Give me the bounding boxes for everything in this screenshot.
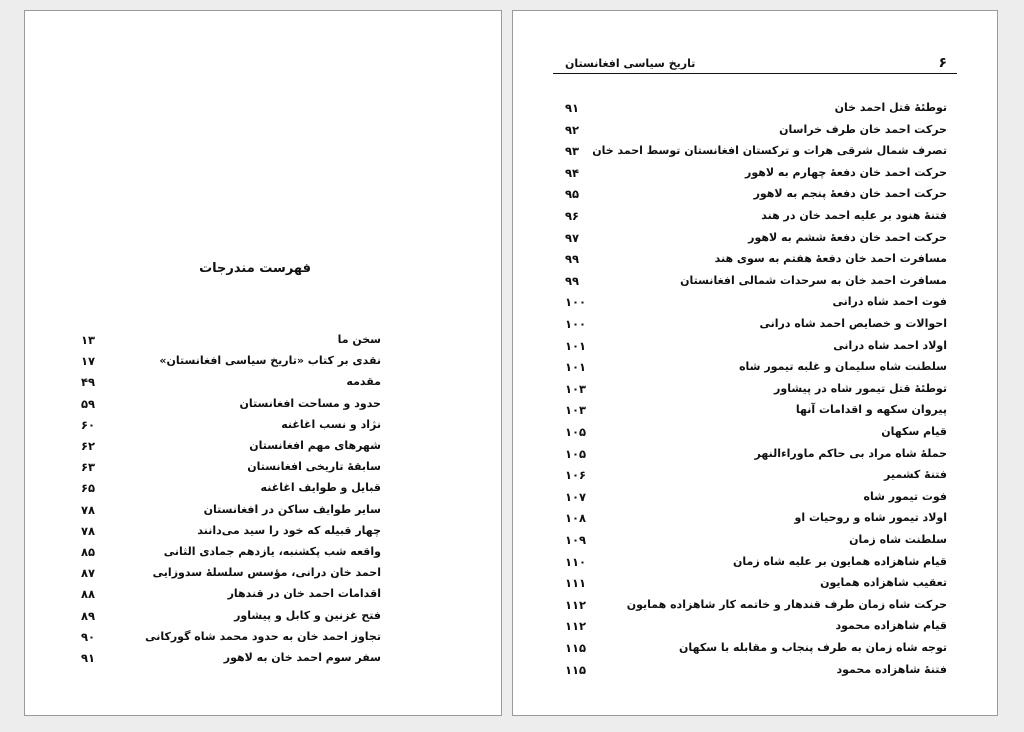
- toc-entry-label: اقدامات احمد خان در قندهار: [227, 587, 381, 601]
- toc-title: فهرست مندرجات: [199, 261, 311, 276]
- toc-entry-label: توطئهٔ قتل احمد خان: [834, 101, 947, 114]
- toc-entry-label: فتنهٔ شاهزاده محمود: [836, 662, 947, 676]
- toc-row: [513, 572, 997, 594]
- toc-page-number: ۶۲: [81, 439, 96, 453]
- toc-page-number: ۸۷: [81, 566, 96, 581]
- toc-row: [513, 162, 997, 184]
- toc-row: [513, 378, 997, 400]
- toc-page-number: ۱۱۵: [565, 641, 587, 655]
- toc-row: [25, 647, 501, 669]
- toc-entry-label: حرکت شاه زمان طرف قندهار و خاتمه کار شاهزاده همایون: [626, 597, 947, 611]
- toc-entry-label: حرکت احمد خان دفعهٔ چهارم به لاهور: [745, 165, 947, 179]
- toc-page-number: ۱۰۶: [565, 468, 587, 483]
- toc-entry-label: قیام سکهان: [881, 425, 947, 438]
- toc-page-number: ۹۱: [565, 101, 580, 115]
- toc-entry-label: تعقیب شاهزاده همایون: [820, 576, 947, 590]
- toc-page-number: ۹۴: [565, 165, 580, 180]
- toc-row: [25, 477, 501, 499]
- toc-row: [513, 464, 997, 486]
- toc-entry-label: نژاد و نسب اغاغنه: [281, 417, 381, 431]
- toc-page-number: ۱۱۵: [565, 662, 587, 677]
- toc-row: [513, 97, 997, 119]
- toc-page-number: ۱۱۰: [565, 554, 587, 569]
- toc-page-number: ۷۸: [81, 502, 96, 517]
- toc-entry-label: مقدمه: [346, 375, 381, 389]
- toc-row: [513, 335, 997, 357]
- toc-row: [513, 594, 997, 616]
- toc-entry-label: فوت احمد شاه درانی: [832, 295, 947, 309]
- toc-row: [513, 486, 997, 508]
- toc-entry-label: فوت تیمور شاه: [863, 489, 947, 503]
- toc-page-number: ۶۰: [81, 417, 96, 432]
- toc-entry-label: مسافرت احمد خان به سرحدات شمالی افغانستان: [680, 273, 947, 287]
- toc-row: [513, 399, 997, 421]
- toc-row: [513, 421, 997, 443]
- toc-row: [513, 615, 997, 637]
- toc-row: [513, 313, 997, 335]
- toc-page-number: ۹۵: [565, 187, 580, 202]
- toc-row: [25, 626, 501, 648]
- toc-page-number: ۵۹: [81, 396, 96, 411]
- toc-page-number: ۸۹: [81, 608, 96, 623]
- toc-row: [25, 371, 501, 393]
- toc-entry-label: سخن ما: [337, 333, 381, 346]
- toc-page-number: ۱۰۵: [565, 446, 587, 461]
- toc-page-number: ۹۹: [565, 252, 580, 267]
- toc-entry-label: واقعه شب پکشنبه، یازدهم جمادی الثانی: [163, 545, 381, 558]
- toc-entry-label: فتنهٔ کشمیر: [884, 468, 947, 482]
- toc-page-number: ۹۷: [565, 230, 580, 245]
- toc-page-number: ۹۱: [81, 651, 96, 665]
- toc-entry-label: احوالات و خصایص احمد شاه درانی: [759, 317, 947, 330]
- toc-row: [25, 605, 501, 627]
- toc-entry-label: شهرهای مهم افغانستان: [249, 439, 381, 452]
- toc-row: [513, 248, 997, 270]
- toc-page-number: ۱۷: [81, 354, 96, 369]
- toc-page-number: ۷۸: [81, 523, 96, 538]
- toc-row: [25, 499, 501, 521]
- toc-entry-label: سابقهٔ تاریخی افغانستان: [247, 460, 381, 474]
- toc-page-number: ۱۱۱: [565, 576, 587, 591]
- toc-entry-label: تصرف شمال شرقی هرات و ترکستان افغانستان توسط احمد خان: [592, 144, 947, 158]
- toc-page-number: ۹۶: [565, 209, 580, 223]
- toc-page-number: ۱۰۱: [565, 360, 587, 375]
- header-rule: [553, 73, 957, 74]
- toc-page-number: ۶۵: [81, 481, 96, 496]
- toc-entry-label: فتنهٔ هنود بر علیه احمد خان در هند: [761, 209, 947, 222]
- toc-entry-label: حملهٔ شاه مراد بی حاکم ماوراءالنهر: [754, 446, 947, 460]
- toc-entry-label: اولاد تیمور شاه و روحیات او: [794, 511, 947, 525]
- toc-page-number: ۱۰۰: [565, 317, 587, 331]
- running-title: تاریخ سیاسی افغانستان: [565, 57, 696, 70]
- toc-entry-label: حرکت احمد خان دفعهٔ ششم به لاهور: [748, 230, 947, 244]
- toc-page-number: ۱۰۷: [565, 489, 587, 504]
- toc-entry-label: تجاوز احمد خان به حدود محمد شاه گورکانی: [145, 629, 381, 643]
- toc-page-number: ۱۱۲: [565, 619, 587, 634]
- page-number: ۶: [938, 55, 947, 71]
- toc-entry-label: توجه شاه زمان به طرف پنجاب و مقابله با سکهان: [679, 641, 947, 654]
- right-page: [512, 10, 998, 716]
- toc-row: [513, 291, 997, 313]
- toc-entry-label: اولاد احمد شاه درانی: [833, 338, 947, 352]
- toc-page-number: ۱۰۸: [565, 511, 587, 526]
- toc-row: [25, 393, 501, 415]
- toc-entry-label: فتح غزنین و کابل و پیشاور: [234, 608, 381, 622]
- toc-page-number: ۹۰: [81, 629, 96, 644]
- toc-page-number: ۱۳: [81, 333, 96, 347]
- toc-entry-label: مسافرت احمد خان دفعهٔ هفتم به سوی هند: [714, 252, 947, 266]
- left-page: [24, 10, 502, 716]
- toc-page-number: ۱۰۰: [565, 295, 587, 310]
- toc-entry-label: احمد خان درانی، مؤسس سلسلهٔ سدوزایی: [152, 566, 381, 580]
- toc-entry-label: حدود و مساحت افغانستان: [239, 396, 381, 410]
- toc-entry-label: سایر طوایف ساکن در افغانستان: [203, 502, 381, 516]
- toc-row: [513, 637, 997, 659]
- toc-row: [25, 456, 501, 478]
- toc-entry-label: حرکت احمد خان دفعهٔ پنجم به لاهور: [753, 187, 947, 201]
- toc-entry-label: حرکت احمد خان طرف خراسان: [779, 122, 947, 136]
- toc-row: [513, 183, 997, 205]
- toc-row: [25, 435, 501, 457]
- toc-entry-label: قیام شاهزاده همایون بر علیه شاه زمان: [733, 554, 947, 568]
- toc-entry-label: سلطنت شاه سلیمان و غلبه تیمور شاه: [739, 360, 947, 374]
- toc-page-number: ۹۳: [565, 144, 580, 159]
- toc-row: [513, 270, 997, 292]
- toc-entry-label: نقدی بر کتاب «تاریخ سیاسی افغانستان»: [159, 354, 381, 368]
- toc-row: [513, 227, 997, 249]
- toc-entry-label: قیام شاهزاده محمود: [835, 619, 947, 633]
- toc-page-number: ۱۰۳: [565, 381, 587, 396]
- toc-row: [513, 551, 997, 573]
- toc-page-number: ۹۹: [565, 273, 580, 288]
- toc-row: [25, 583, 501, 605]
- toc-row: [25, 350, 501, 372]
- toc-row: [513, 443, 997, 465]
- toc-row: [25, 562, 501, 584]
- toc-entry-label: قبایل و طوایف اغاغنه: [260, 481, 381, 495]
- toc-page-number: ۹۲: [565, 122, 580, 137]
- toc-row: [513, 529, 997, 551]
- toc-row: [513, 507, 997, 529]
- toc-page-number: ۱۱۲: [565, 597, 587, 612]
- toc-row: [513, 659, 997, 681]
- toc-row: [25, 414, 501, 436]
- toc-entry-label: سلطنت شاه زمان: [849, 533, 947, 546]
- toc-row: [513, 356, 997, 378]
- toc-row: [513, 140, 997, 162]
- toc-row: [513, 119, 997, 141]
- toc-page-number: ۶۳: [81, 460, 96, 475]
- toc-entry-label: توطئهٔ قتل تیمور شاه در پیشاور: [774, 381, 947, 395]
- toc-page-number: ۱۰۱: [565, 338, 587, 353]
- toc-row: [25, 541, 501, 563]
- toc-page-number: ۸۸: [81, 587, 96, 602]
- toc-entry-label: چهار قبیله که خود را سید می‌دانند: [197, 523, 381, 537]
- toc-page-number: ۱۰۵: [565, 425, 587, 439]
- toc-page-number: ۴۹: [81, 375, 96, 390]
- toc-entry-label: پیروان سکهه و اقدامات آنها: [795, 403, 947, 417]
- toc-row: [513, 205, 997, 227]
- toc-row: [25, 520, 501, 542]
- toc-entry-label: سفر سوم احمد خان به لاهور: [223, 651, 381, 664]
- toc-row: [25, 329, 501, 351]
- toc-page-number: ۱۰۳: [565, 403, 587, 418]
- toc-page-number: ۱۰۹: [565, 533, 587, 547]
- toc-page-number: ۸۵: [81, 545, 96, 559]
